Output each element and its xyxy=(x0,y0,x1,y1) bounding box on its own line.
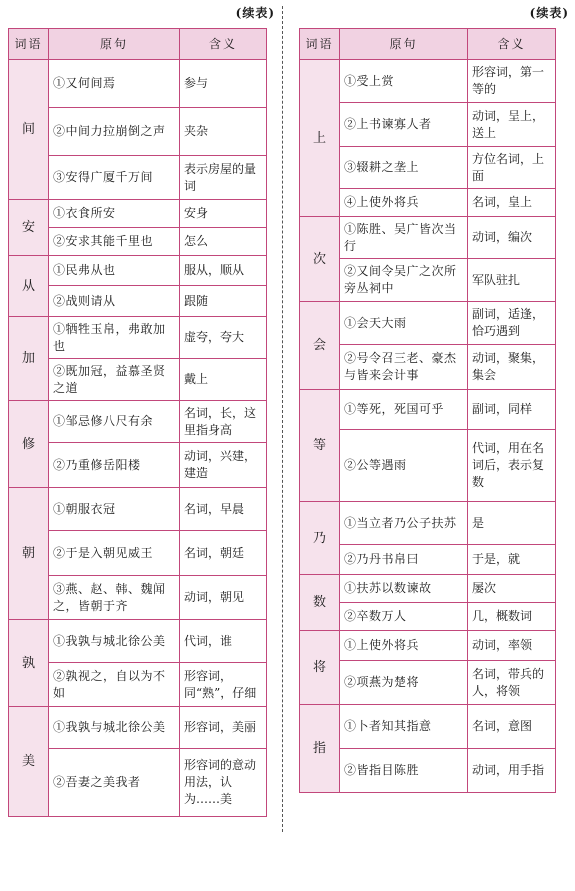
original-sentence-cell: ①民弗从也 xyxy=(49,256,180,286)
original-sentence-cell: ②战则请从 xyxy=(49,286,180,317)
original-sentence-cell: ②孰视之，自以为不如 xyxy=(49,663,180,707)
word-cell: 次 xyxy=(300,217,340,302)
meaning-cell: 于是，就 xyxy=(468,545,556,575)
meaning-cell: 参与 xyxy=(180,60,267,108)
meaning-cell: 动词，率领 xyxy=(468,631,556,661)
header-original: 原句 xyxy=(49,29,180,60)
original-sentence-cell: ②项燕为楚将 xyxy=(340,661,468,705)
header-word: 词语 xyxy=(300,29,340,60)
word-cell: 会 xyxy=(300,302,340,390)
word-cell: 间 xyxy=(9,60,49,200)
meaning-cell: 形容词，同“熟”，仔细 xyxy=(180,663,267,707)
original-sentence-cell: ①扶苏以数谏故 xyxy=(340,575,468,603)
left-table-body xyxy=(9,60,267,817)
meaning-cell: 副词，适逢，恰巧遇到 xyxy=(468,302,556,345)
original-sentence-cell: ①牺牲玉帛，弗敢加也 xyxy=(49,317,180,359)
original-sentence-cell: ①衣食所安 xyxy=(49,200,180,228)
meaning-cell: 代词，谁 xyxy=(180,620,267,663)
original-sentence-cell: ②公等遇雨 xyxy=(340,430,468,502)
table-row xyxy=(300,390,556,430)
word-cell: 数 xyxy=(300,575,340,631)
original-sentence-cell: ①会天大雨 xyxy=(340,302,468,345)
original-sentence-cell: ①我孰与城北徐公美 xyxy=(49,620,180,663)
meaning-cell: 虚夸，夸大 xyxy=(180,317,267,359)
original-sentence-cell: ①陈胜、吴广皆次当行 xyxy=(340,217,468,259)
table-row xyxy=(9,620,267,663)
meaning-cell: 名词，朝廷 xyxy=(180,531,267,576)
right-table-body xyxy=(300,60,556,793)
header-meaning: 含义 xyxy=(468,29,556,60)
meaning-cell: 副词，同样 xyxy=(468,390,556,430)
meaning-cell: 形容词的意动用法，认为……美 xyxy=(180,749,267,817)
original-sentence-cell: ②于是入朝见威王 xyxy=(49,531,180,576)
original-sentence-cell: ①朝服衣冠 xyxy=(49,488,180,531)
meaning-cell: 戴上 xyxy=(180,359,267,401)
word-cell: 将 xyxy=(300,631,340,705)
word-cell: 孰 xyxy=(9,620,49,707)
column-divider xyxy=(282,6,283,832)
original-sentence-cell: ①受上赏 xyxy=(340,60,468,103)
meaning-cell: 军队驻扎 xyxy=(468,259,556,302)
table-row xyxy=(9,60,267,108)
meaning-cell: 服从，顺从 xyxy=(180,256,267,286)
meaning-cell: 动词，兴建，建造 xyxy=(180,443,267,488)
word-cell: 上 xyxy=(300,60,340,217)
original-sentence-cell: ①当立者乃公子扶苏 xyxy=(340,502,468,545)
vocab-table-right xyxy=(299,28,556,793)
meaning-cell: 动词，朝见 xyxy=(180,576,267,620)
continued-label-right: (续表) xyxy=(529,6,569,20)
original-sentence-cell: ②吾妻之美我者 xyxy=(49,749,180,817)
meaning-cell: 名词，长，这里指身高 xyxy=(180,401,267,443)
word-cell: 加 xyxy=(9,317,49,401)
word-cell: 美 xyxy=(9,707,49,817)
header-word: 词语 xyxy=(9,29,49,60)
word-cell: 修 xyxy=(9,401,49,488)
meaning-cell: 动词，用手指 xyxy=(468,749,556,793)
header-original: 原句 xyxy=(340,29,468,60)
header-row xyxy=(300,29,556,60)
header-row xyxy=(9,29,267,60)
meaning-cell: 动词，呈上，送上 xyxy=(468,103,556,147)
word-cell: 朝 xyxy=(9,488,49,620)
original-sentence-cell: ①邹忌修八尺有余 xyxy=(49,401,180,443)
table-row xyxy=(9,401,267,443)
word-cell: 从 xyxy=(9,256,49,317)
table-row xyxy=(300,217,556,259)
word-cell: 指 xyxy=(300,705,340,793)
original-sentence-cell: ②乃重修岳阳楼 xyxy=(49,443,180,488)
original-sentence-cell: ①卜者知其指意 xyxy=(340,705,468,749)
table-row xyxy=(300,631,556,661)
meaning-cell: 表示房屋的量词 xyxy=(180,156,267,200)
original-sentence-cell: ③燕、赵、韩、魏闻之，皆朝于齐 xyxy=(49,576,180,620)
table-row xyxy=(9,707,267,749)
meaning-cell: 代词，用在名词后，表示复数 xyxy=(468,430,556,502)
original-sentence-cell: ②乃丹书帛曰 xyxy=(340,545,468,575)
table-row xyxy=(300,502,556,545)
original-sentence-cell: ②又间令吴广之次所旁丛祠中 xyxy=(340,259,468,302)
meaning-cell: 几，概数词 xyxy=(468,603,556,631)
meaning-cell: 名词，带兵的人，将领 xyxy=(468,661,556,705)
original-sentence-cell: ③辍耕之垄上 xyxy=(340,147,468,189)
meaning-cell: 怎么 xyxy=(180,228,267,256)
meaning-cell: 名词，早晨 xyxy=(180,488,267,531)
header-meaning: 含义 xyxy=(180,29,267,60)
meaning-cell: 动词，聚集，集会 xyxy=(468,345,556,390)
original-sentence-cell: ②安求其能千里也 xyxy=(49,228,180,256)
original-sentence-cell: ④上使外将兵 xyxy=(340,189,468,217)
original-sentence-cell: ②卒数万人 xyxy=(340,603,468,631)
table-row xyxy=(300,60,556,103)
meaning-cell: 方位名词，上面 xyxy=(468,147,556,189)
meaning-cell: 名词，皇上 xyxy=(468,189,556,217)
table-row xyxy=(300,575,556,603)
original-sentence-cell: ②上书谏寡人者 xyxy=(340,103,468,147)
meaning-cell: 安身 xyxy=(180,200,267,228)
original-sentence-cell: ②既加冠，益慕圣贤之道 xyxy=(49,359,180,401)
table-row xyxy=(300,705,556,749)
meaning-cell: 名词，意图 xyxy=(468,705,556,749)
word-cell: 等 xyxy=(300,390,340,502)
original-sentence-cell: ②号令召三老、豪杰与皆来会计事 xyxy=(340,345,468,390)
meaning-cell: 形容词，美丽 xyxy=(180,707,267,749)
meaning-cell: 是 xyxy=(468,502,556,545)
word-cell: 乃 xyxy=(300,502,340,575)
original-sentence-cell: ②皆指目陈胜 xyxy=(340,749,468,793)
original-sentence-cell: ②中间力拉崩倒之声 xyxy=(49,108,180,156)
table-row xyxy=(9,200,267,228)
vocab-table-left xyxy=(8,28,267,817)
meaning-cell: 动词，编次 xyxy=(468,217,556,259)
original-sentence-cell: ③安得广厦千万间 xyxy=(49,156,180,200)
table-row xyxy=(9,488,267,531)
meaning-cell: 跟随 xyxy=(180,286,267,317)
table-row xyxy=(300,302,556,345)
table-row xyxy=(9,256,267,286)
original-sentence-cell: ①我孰与城北徐公美 xyxy=(49,707,180,749)
word-cell: 安 xyxy=(9,200,49,256)
original-sentence-cell: ①又何间焉 xyxy=(49,60,180,108)
meaning-cell: 屡次 xyxy=(468,575,556,603)
original-sentence-cell: ①上使外将兵 xyxy=(340,631,468,661)
continued-label-left: (续表) xyxy=(235,6,275,20)
meaning-cell: 形容词，第一等的 xyxy=(468,60,556,103)
original-sentence-cell: ①等死，死国可乎 xyxy=(340,390,468,430)
table-row xyxy=(9,317,267,359)
meaning-cell: 夹杂 xyxy=(180,108,267,156)
